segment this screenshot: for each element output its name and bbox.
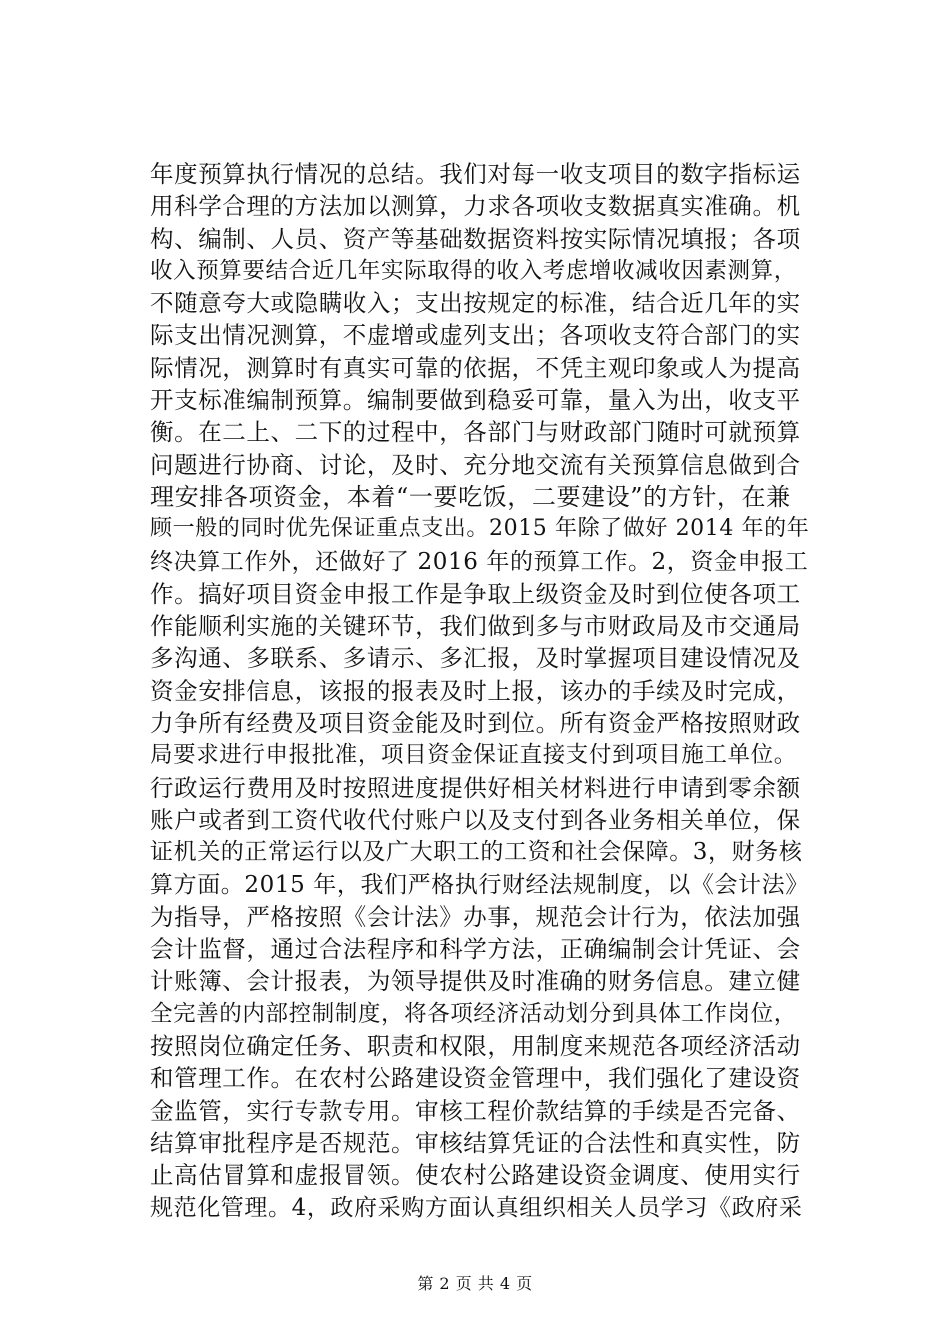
text-line-31: 结算审批程序是否规范。审核结算凭证的合法性和真实性，防 (150, 1128, 801, 1157)
text-line-19: 局要求进行申报批准，项目资金保证直接支付到项目施工单位。 (150, 742, 797, 769)
text-line-15: 作能顺利实施的关键环节，我们做到多与市财政局及市交通局 (150, 612, 801, 641)
text-line-2: 用科学合理的方法加以测算，力求各项收支数据真实准确。机 (150, 192, 801, 221)
body-text (150, 158, 810, 1224)
text-line-8: 开支标准编制预算。编制要做到稳妥可靠，量入为出，收支平 (150, 386, 801, 415)
text-line-21: 账户或者到工资代收代付账户以及支付到各业务相关单位，保 (150, 805, 801, 834)
text-line-33: 规范化管理。4，政府采购方面认真组织相关人员学习《政府采 (150, 1194, 803, 1221)
text-line-24: 为指导，严格按照《会计法》办事，规范会计行为，依法加强 (150, 902, 801, 931)
text-line-23: 算方面。2015 年，我们严格执行财经法规制度，以《会计法》 (150, 871, 809, 898)
text-line-3: 构、编制、人员、资产等基础数据资料按实际情况填报；各项 (150, 224, 801, 253)
text-line-4: 收入预算要结合近几年实际取得的收入考虑增收减收因素测算， (150, 257, 797, 284)
text-line-20: 行政运行费用及时按照进度提供好相关材料进行申请到零余额 (150, 773, 801, 802)
text-line-1: 年度预算执行情况的总结。我们对每一收支项目的数字指标运 (150, 160, 801, 188)
text-line-22: 证机关的正常运行以及广大职工的工资和社会保障。3，财务核 (150, 839, 803, 866)
text-line-16: 多沟通、多联系、多请示、多汇报，及时掌握项目建设情况及 (150, 644, 801, 673)
text-line-12: 顾一般的同时优先保证重点支出。2015 年除了做好 2014 年的年 (150, 516, 810, 542)
text-line-32: 止高估冒算和虚报冒领。使农村公路建设资金调度、使用实行 (150, 1161, 801, 1190)
text-line-25: 会计监督，通过合法程序和科学方法，正确编制会计凭证、会 (150, 935, 801, 964)
text-line-5: 不随意夸大或隐瞒收入；支出按规定的标准，结合近几年的实 (150, 289, 801, 318)
text-line-14: 作。搞好项目资金申报工作是争取上级资金及时到位使各项工 (150, 579, 801, 608)
text-line-7: 际情况，测算时有真实可靠的依据，不凭主观印象或人为提高 (150, 353, 801, 382)
text-line-6: 际支出情况测算，不虚增或虚列支出；各项收支符合部门的实 (150, 321, 801, 350)
text-line-18: 力争所有经费及项目资金能及时到位。所有资金严格按照财政 (150, 709, 801, 738)
text-line-29: 和管理工作。在农村公路建设资金管理中，我们强化了建设资 (150, 1064, 801, 1093)
text-line-11: 理安排各项资金，本着“一要吃饭，二要建设”的方针，在兼 (150, 482, 791, 511)
text-line-28: 按照岗位确定任务、职责和权限，用制度来规范各项经济活动 (150, 1032, 801, 1061)
text-line-9: 衡。在二上、二下的过程中，各部门与财政部门随时可就预算 (150, 418, 801, 447)
text-line-17: 资金安排信息，该报的报表及时上报，该办的手续及时完成， (150, 676, 801, 705)
text-line-27: 全完善的内部控制制度，将各项经济活动划分到具体工作岗位， (150, 1000, 797, 1027)
text-line-10: 问题进行协商、讨论，及时、充分地交流有关预算信息做到合 (150, 450, 801, 479)
page-number-footer: 第 2 页 共 4 页 (417, 1274, 533, 1293)
text-line-13: 终决算工作外，还做好了 2016 年的预算工作。2，资金申报工 (150, 548, 809, 575)
text-line-30: 金监管，实行专款专用。审核工程价款结算的手续是否完备、 (150, 1096, 801, 1125)
text-line-26: 计账簿、会计报表，为领导提供及时准确的财务信息。建立健 (150, 967, 801, 996)
